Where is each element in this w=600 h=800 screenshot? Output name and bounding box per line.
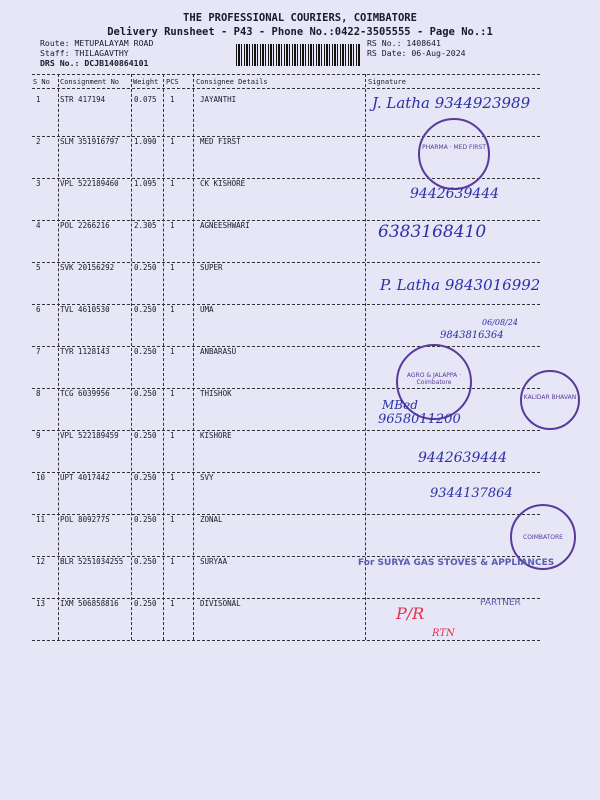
row-pcs: 1 xyxy=(170,95,175,104)
row-sno: 6 xyxy=(36,305,41,314)
row-weight: 0.250 xyxy=(134,347,157,356)
row-consignee: ZONAL xyxy=(200,515,223,524)
row-consignment-no: TYR 1128143 xyxy=(60,347,110,356)
row-sno: 10 xyxy=(36,473,46,482)
row-consignee: SVY xyxy=(200,473,214,482)
row-pcs: 1 xyxy=(170,599,175,608)
rs-date: RS Date: 06-Aug-2024 xyxy=(367,48,466,58)
row-consignee: DIVISONAL xyxy=(200,599,241,608)
row-consignee: SURYAA xyxy=(200,557,228,566)
col-header-consignee: Consignee Details xyxy=(196,78,268,86)
row-weight: 0.250 xyxy=(134,515,157,524)
row-consignment-no: POL 2266216 xyxy=(60,221,110,230)
row-pcs: 1 xyxy=(170,137,175,146)
row-consignee: SUPER xyxy=(200,263,223,272)
row-sno: 9 xyxy=(36,431,41,440)
pr-mark: P/R xyxy=(396,604,425,623)
signature-row-6-date: 06/08/24 xyxy=(482,318,518,327)
row-weight: 0.250 xyxy=(134,557,157,566)
row-pcs: 1 xyxy=(170,221,175,230)
row-pcs: 1 xyxy=(170,515,175,524)
row-consignee: MED FIRST xyxy=(200,137,241,146)
company-title: THE PROFESSIONAL COURIERS, COIMBATORE xyxy=(183,12,417,24)
row-weight: 0.250 xyxy=(134,389,157,398)
runsheet-subtitle: Delivery Runsheet - P43 - Phone No.:0422-3505555 - Page No.:1 xyxy=(107,26,493,38)
row-pcs: 1 xyxy=(170,389,175,398)
row-sno: 5 xyxy=(36,263,41,272)
row-sno: 2 xyxy=(36,137,41,146)
surya-stamp: For SURYA GAS STOVES & APPLIANCES xyxy=(358,558,555,568)
row-weight: 0.250 xyxy=(134,263,157,272)
signature-row-8-phone: 9658011200 xyxy=(378,412,461,427)
row-consignee: UMA xyxy=(200,305,214,314)
row-pcs: 1 xyxy=(170,179,175,188)
row-pcs: 1 xyxy=(170,431,175,440)
staff-label: Staff: THILAGAVTHY xyxy=(40,48,129,58)
row-weight: 0.250 xyxy=(134,599,157,608)
row-weight: 0.250 xyxy=(134,431,157,440)
route-label: Route: METUPALAYAM ROAD xyxy=(40,38,154,48)
row-consignment-no: BLR 5251034255 xyxy=(60,557,124,566)
row-consignment-no: VPL 522189459 xyxy=(60,431,119,440)
row-sno: 3 xyxy=(36,179,41,188)
signature-row-4: 6383168410 xyxy=(378,222,487,242)
row-consignment-no: IXM 506858816 xyxy=(60,599,119,608)
row-pcs: 1 xyxy=(170,347,175,356)
row-consignment-no: TCG 6039956 xyxy=(60,389,110,398)
col-header-consignment: Consignment No xyxy=(60,78,120,86)
row-consignee: CK KISHORE xyxy=(200,179,246,188)
row-consignment-no: SVK 20156292 xyxy=(60,263,115,272)
row-consignee: AGNEESHWARI xyxy=(200,221,250,230)
row-sno: 8 xyxy=(36,389,41,398)
header-rule xyxy=(32,88,540,89)
row-sno: 12 xyxy=(36,557,46,566)
row-consignment-no: SLM 351916797 xyxy=(60,137,119,146)
pharma-stamp: PHARMA · MED FIRST xyxy=(418,118,490,190)
row-consignee: THISHOK xyxy=(200,389,232,398)
row-consignment-no: UPT 4017442 xyxy=(60,473,110,482)
kalidar-stamp: KALIDAR BHAVAN xyxy=(520,370,580,430)
row-sno: 13 xyxy=(36,599,46,608)
row-consignment-no: STR 417194 xyxy=(60,95,106,104)
signature-row-8-name: MBed xyxy=(382,398,418,412)
signature-row-10: 9344137864 xyxy=(430,486,513,501)
drs-number: DRS No.: DCJB140864101 xyxy=(40,58,149,68)
table-top-rule xyxy=(32,74,540,75)
col-header-weight: Weight xyxy=(133,78,159,86)
row-sno: 4 xyxy=(36,221,41,230)
barcode xyxy=(236,44,360,66)
signature-row-3: 9442639444 xyxy=(410,186,500,202)
row-consignee: ANBARASU xyxy=(200,347,237,356)
row-rule xyxy=(32,640,540,641)
row-pcs: 1 xyxy=(170,305,175,314)
row-sno: 11 xyxy=(36,515,46,524)
row-weight: 2.305 xyxy=(134,221,157,230)
row-pcs: 1 xyxy=(170,557,175,566)
row-weight: 0.075 xyxy=(134,95,157,104)
col-header-signature: Signature xyxy=(368,78,406,86)
row-pcs: 1 xyxy=(170,473,175,482)
row-consignee: KISHORE xyxy=(200,431,232,440)
row-weight: 1.095 xyxy=(134,179,157,188)
row-sno: 7 xyxy=(36,347,41,356)
signature-row-9: 9442639444 xyxy=(418,450,508,466)
signature-row-6-phone: 9843816364 xyxy=(440,330,504,341)
row-consignee: JAYANTHI xyxy=(200,95,237,104)
signature-row-1: J. Latha 9344923989 xyxy=(372,94,531,112)
col-header-pcs: PCS xyxy=(166,78,179,86)
rtn-mark: RTN xyxy=(432,628,455,639)
row-weight: 0.250 xyxy=(134,305,157,314)
row-sno: 1 xyxy=(36,95,41,104)
rs-number: RS No.: 1408641 xyxy=(367,38,441,48)
row-weight: 1.090 xyxy=(134,137,157,146)
agro-stamp: AGRO & JALAPPA · Coimbatore xyxy=(396,344,472,420)
row-pcs: 1 xyxy=(170,263,175,272)
partner-stamp: PARTNER xyxy=(480,598,521,608)
coimbatore-stamp: COIMBATORE xyxy=(510,504,576,570)
signature-row-5: P. Latha 9843016992 xyxy=(380,276,541,294)
row-consignment-no: POL 8092775 xyxy=(60,515,110,524)
row-weight: 0.250 xyxy=(134,473,157,482)
col-header-sno: S No xyxy=(33,78,50,86)
row-consignment-no: TVL 4610530 xyxy=(60,305,110,314)
row-consignment-no: VPL 522189460 xyxy=(60,179,119,188)
